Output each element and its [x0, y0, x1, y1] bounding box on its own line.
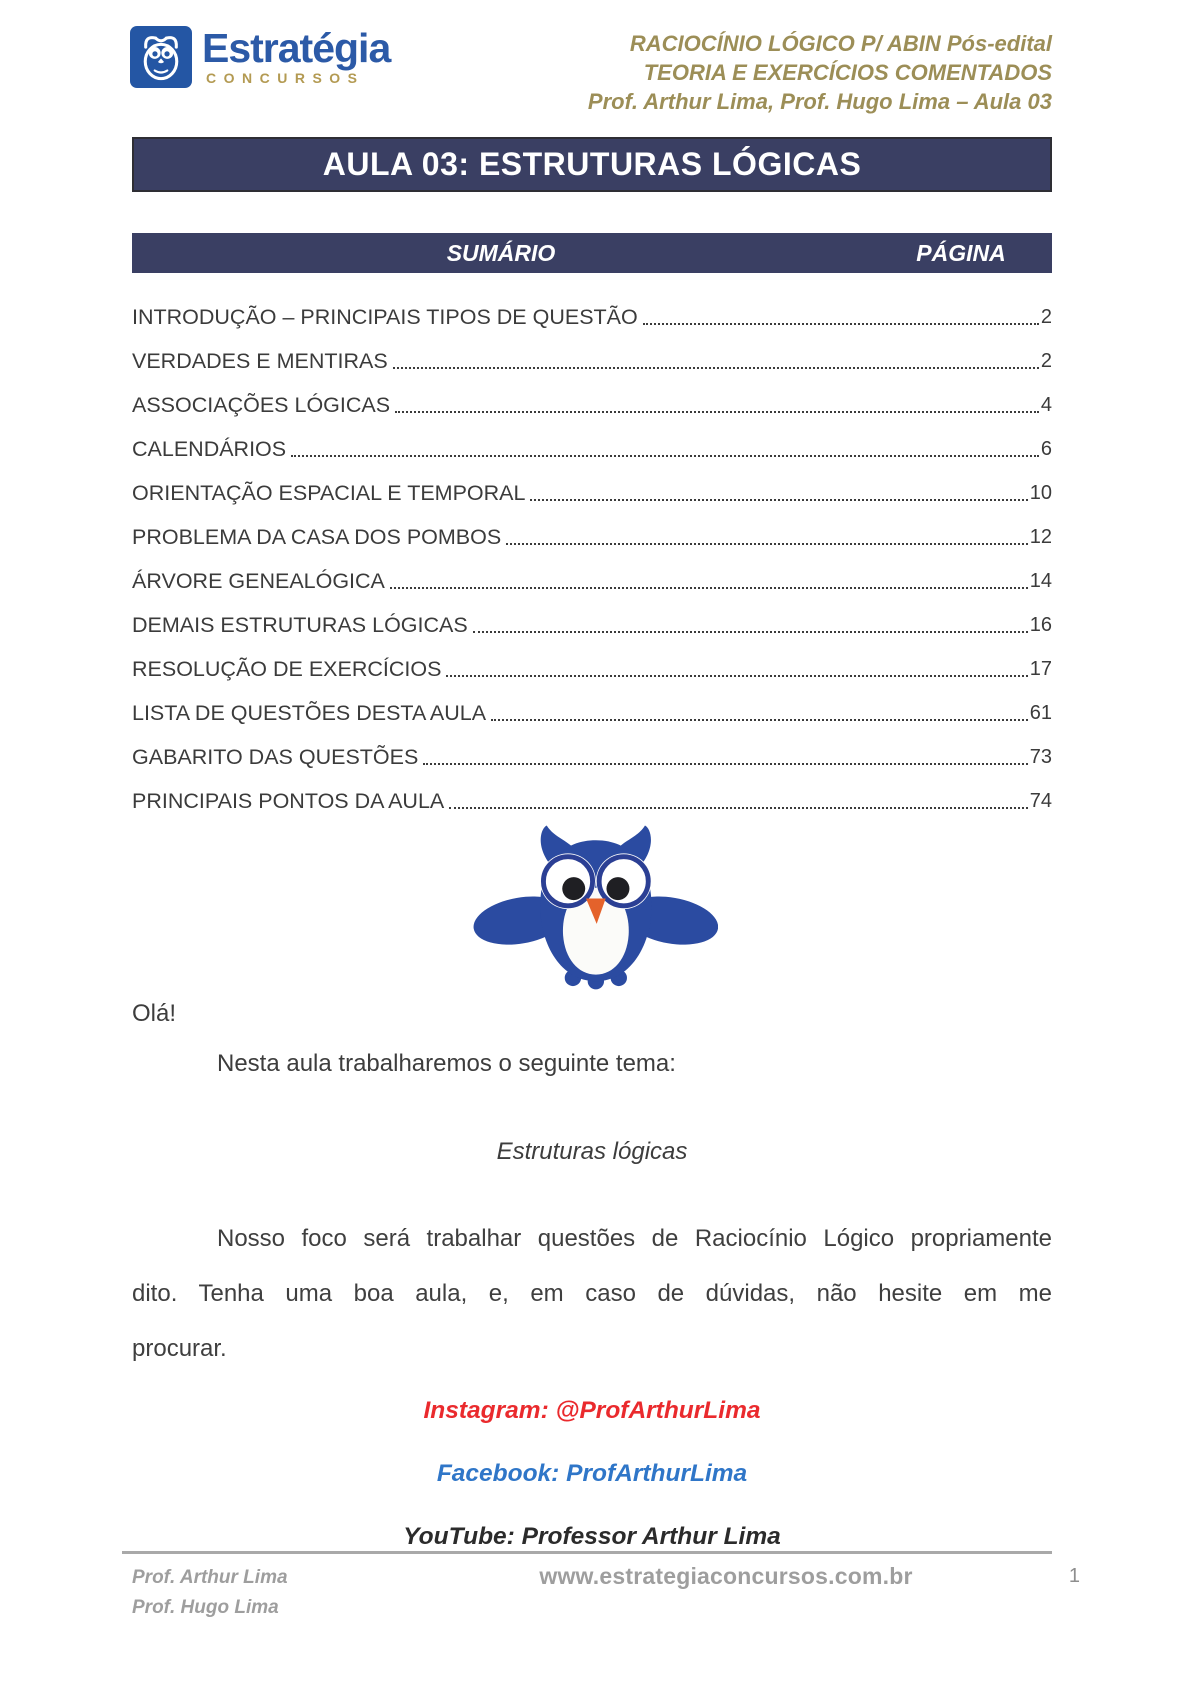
toc-dot-leader	[423, 763, 1027, 765]
toc-entry-page: 10	[1029, 482, 1052, 504]
page-number: 1	[1068, 1565, 1080, 1587]
facebook-link[interactable]: Facebook: ProfArthurLima	[436, 1460, 748, 1487]
greeting-text: Olá!	[132, 1000, 177, 1027]
instagram-link[interactable]: Instagram: @ProfArthurLima	[423, 1397, 761, 1424]
toc-dot-leader	[393, 367, 1039, 369]
youtube-line: YouTube: Professor Arthur Lima	[403, 1523, 781, 1550]
toc-dot-leader	[506, 543, 1028, 545]
toc-entry[interactable]	[132, 769, 1052, 813]
intro-line: Nesta aula trabalharemos o seguinte tema:	[217, 1050, 676, 1077]
lesson-title: AULA 03: ESTRUTURAS LÓGICAS	[322, 146, 862, 182]
toc-entry[interactable]	[132, 637, 1052, 681]
owl-mascot-icon	[473, 819, 719, 991]
toc-entry-page: 12	[1029, 526, 1052, 548]
toc-entry[interactable]	[132, 329, 1052, 373]
owl-logo-icon	[130, 26, 192, 88]
toc-entry-title: VERDADES E MENTIRAS	[132, 349, 388, 373]
toc-entry[interactable]	[132, 285, 1052, 329]
course-subtitle-line: TEORIA E EXERCÍCIOS COMENTADOS	[643, 60, 1052, 85]
toc-entry-title: INTRODUÇÃO – PRINCIPAIS TIPOS DE QUESTÃO	[132, 305, 638, 329]
toc-entry-title: PRINCIPAIS PONTOS DA AULA	[132, 789, 445, 813]
toc-header-page: PÁGINA	[916, 239, 1006, 266]
toc-entry-page: 2	[1040, 306, 1052, 328]
estrategia-logo	[130, 26, 390, 88]
footer-professor-2: Prof. Hugo Lima	[132, 1597, 279, 1618]
logo-brand: Estratégia	[202, 25, 391, 71]
toc-entry-page: 14	[1029, 570, 1052, 592]
toc-list	[132, 273, 1052, 813]
toc-entry[interactable]	[132, 373, 1052, 417]
owl-logo-glyph	[134, 30, 188, 84]
logo-text	[202, 25, 391, 86]
toc-header-summary: SUMÁRIO	[446, 239, 556, 266]
footer-divider	[122, 1551, 1052, 1554]
toc-entry[interactable]	[132, 725, 1052, 769]
toc-entry[interactable]	[132, 549, 1052, 593]
toc-dot-leader	[473, 631, 1028, 633]
toc-entry-title: CALENDÁRIOS	[132, 437, 287, 461]
toc-entry-page: 2	[1040, 350, 1052, 372]
toc-entry-title: ASSOCIAÇÕES LÓGICAS	[132, 393, 391, 417]
toc-entry[interactable]	[132, 593, 1052, 637]
owl-mascot-image	[0, 819, 1191, 991]
toc-entry-page: 4	[1040, 394, 1052, 416]
toc-dot-leader	[491, 719, 1028, 721]
page-header	[0, 0, 1191, 116]
toc-dot-leader	[643, 323, 1039, 325]
course-professors-line: Prof. Arthur Lima, Prof. Hugo Lima – Aula 03	[587, 89, 1052, 114]
footer-website-link[interactable]: www.estrategiaconcursos.com.br	[539, 1563, 913, 1589]
toc-entry-page: 73	[1029, 746, 1052, 768]
toc-entry-title: ÁRVORE GENEALÓGICA	[132, 569, 385, 593]
footer-professor-1: Prof. Arthur Lima	[132, 1567, 288, 1588]
toc-entry-title: ORIENTAÇÃO ESPACIAL E TEMPORAL	[132, 481, 526, 505]
toc-dot-leader	[530, 499, 1027, 501]
toc-entry-title: DEMAIS ESTRUTURAS LÓGICAS	[132, 613, 468, 637]
toc-entry-title: PROBLEMA DA CASA DOS POMBOS	[132, 525, 502, 549]
table-of-contents	[132, 233, 1052, 813]
toc-entry-page: 16	[1029, 614, 1052, 636]
toc-entry-page: 74	[1029, 790, 1052, 812]
toc-entry-page: 61	[1029, 702, 1052, 724]
lesson-title-banner	[132, 137, 1052, 192]
toc-dot-leader	[395, 411, 1039, 413]
toc-dot-leader	[291, 455, 1039, 457]
toc-entry[interactable]	[132, 417, 1052, 461]
lesson-topic: Estruturas lógicas	[496, 1138, 688, 1165]
toc-entry-page: 17	[1029, 658, 1052, 680]
toc-dot-leader	[446, 675, 1027, 677]
intro-paragraph: Nosso foco será trabalhar questões de Raciocínio Lógico propriamente dito. Tenha uma boa aula, e, em caso de dúvidas, não hesite em me procurar.	[132, 1225, 1052, 1362]
page-footer	[132, 1563, 1080, 1623]
footer-professors	[132, 1563, 432, 1623]
course-header	[588, 26, 1052, 116]
toc-entry[interactable]	[132, 461, 1052, 505]
toc-dot-leader	[449, 807, 1028, 809]
toc-entry-page: 6	[1040, 438, 1052, 460]
logo-subtitle: CONCURSOS	[206, 70, 365, 86]
toc-entry[interactable]	[132, 681, 1052, 725]
toc-dot-leader	[390, 587, 1028, 589]
course-title-line: RACIOCÍNIO LÓGICO P/ ABIN Pós-edital	[629, 31, 1052, 56]
toc-entry-title: RESOLUÇÃO DE EXERCÍCIOS	[132, 657, 442, 681]
toc-entry-title: LISTA DE QUESTÕES DESTA AULA	[132, 701, 487, 725]
toc-entry-title: GABARITO DAS QUESTÕES	[132, 745, 419, 769]
toc-entry[interactable]	[132, 505, 1052, 549]
toc-header-bar	[132, 233, 1052, 273]
document-body	[132, 999, 1052, 1552]
